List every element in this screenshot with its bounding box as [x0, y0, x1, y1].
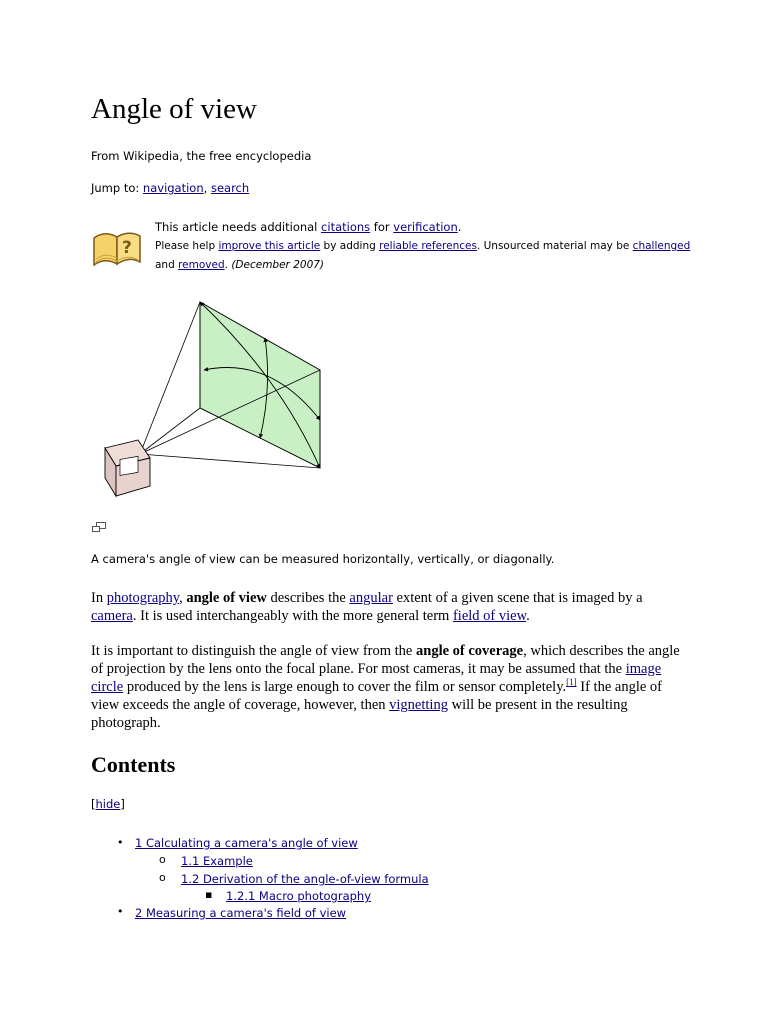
citations-link[interactable]: citations — [321, 220, 371, 234]
coverage-paragraph — [91, 642, 681, 732]
removed-link[interactable]: removed — [178, 259, 225, 271]
ambox-text-span: and — [155, 259, 179, 271]
ambox-text — [155, 240, 690, 252]
challenged-link[interactable]: challenged — [632, 240, 691, 252]
improve-article-link[interactable]: improve this article — [218, 240, 321, 252]
hide-toggle — [91, 797, 125, 811]
para-text: . It is used interchangeably with the more general term — [132, 608, 453, 624]
toc-item-example[interactable]: 1.1 Example — [181, 854, 253, 868]
toc-bullet: • — [117, 836, 124, 849]
toc-item-calculating[interactable]: 1 Calculating a camera's angle of view — [135, 836, 358, 850]
toc-bullet: o — [159, 871, 166, 884]
toc-item-derivation[interactable]: 1.2 Derivation of the angle-of-view formula — [181, 872, 429, 886]
intro-paragraph — [91, 589, 681, 625]
jump-to — [91, 181, 249, 195]
para-text: If the angle of view exceeds the angle of coverage, however, then — [91, 679, 662, 713]
para-text: will be present in the resulting photograph. — [91, 697, 628, 731]
search-link[interactable]: search — [210, 181, 250, 195]
bracket: [ — [91, 797, 96, 811]
para-text: , — [179, 590, 187, 606]
toc-bullet: ▪ — [205, 888, 213, 901]
camera-icon — [105, 440, 150, 496]
ambox-title-text: This article needs additional — [155, 220, 322, 234]
enlarge-icon[interactable] — [92, 522, 106, 532]
ambox-text-span: by adding — [320, 240, 380, 252]
para-text: . — [526, 608, 530, 624]
image-circle-link[interactable]: image circle — [91, 661, 662, 695]
para-text: , which describes the angle of projection by the lens onto the focal plane. For most cameras, it may be assumed that the — [91, 643, 680, 677]
ambox-text-span: Please help — [155, 240, 219, 252]
ambox-title-text: for — [370, 220, 394, 234]
verification-link[interactable]: verification — [393, 220, 458, 234]
angle-of-view-diagram[interactable] — [100, 298, 330, 498]
toc-item-measuring[interactable]: 2 Measuring a camera's field of view — [135, 906, 347, 920]
ambox-text — [155, 259, 324, 271]
navigation-link[interactable]: navigation — [142, 181, 204, 195]
para-text: It is important to distinguish the angle of view from the — [91, 643, 416, 659]
ambox-title — [155, 220, 461, 234]
page-title: Angle of view — [91, 93, 257, 125]
ambox-title-text: . — [457, 220, 462, 234]
jump-to-label: Jump to: — [91, 181, 140, 195]
para-text: In — [91, 590, 107, 606]
ambox-date: (December 2007) — [231, 259, 325, 271]
camera-link[interactable]: camera — [91, 608, 133, 624]
jump-separator: , — [203, 181, 208, 195]
toc-bullet: • — [117, 905, 124, 918]
reliable-references-link[interactable]: reliable references — [379, 240, 477, 252]
svg-text:?: ? — [122, 238, 132, 258]
contents-heading: Contents — [91, 752, 176, 777]
toc-bullet: o — [159, 853, 166, 866]
para-text: describes the — [266, 590, 350, 606]
hide-link[interactable]: hide — [95, 797, 121, 811]
photography-link[interactable]: photography — [106, 590, 180, 606]
bold-term: angle of coverage — [416, 643, 524, 659]
tagline: From Wikipedia, the free encyclopedia — [91, 149, 312, 163]
vignetting-link[interactable]: vignetting — [389, 697, 448, 713]
para-text: extent of a given scene that is imaged by a — [392, 590, 643, 606]
figure-caption: A camera's angle of view can be measured horizontally, vertically, or diagonally. — [91, 552, 555, 566]
toc-item-macro[interactable]: 1.2.1 Macro photography — [226, 889, 372, 903]
para-text: produced by the lens is large enough to cover the film or sensor completely. — [123, 679, 567, 695]
bold-term: angle of view — [186, 590, 267, 606]
ambox-text-span: . — [224, 259, 228, 271]
angular-link[interactable]: angular — [349, 590, 393, 606]
book-question-icon — [91, 224, 143, 268]
field-of-view-link[interactable]: field of view — [452, 608, 527, 624]
bracket: ] — [120, 797, 125, 811]
reference-link[interactable]: [1] — [566, 677, 577, 688]
ambox-text-span: . Unsourced material may be — [476, 240, 633, 252]
